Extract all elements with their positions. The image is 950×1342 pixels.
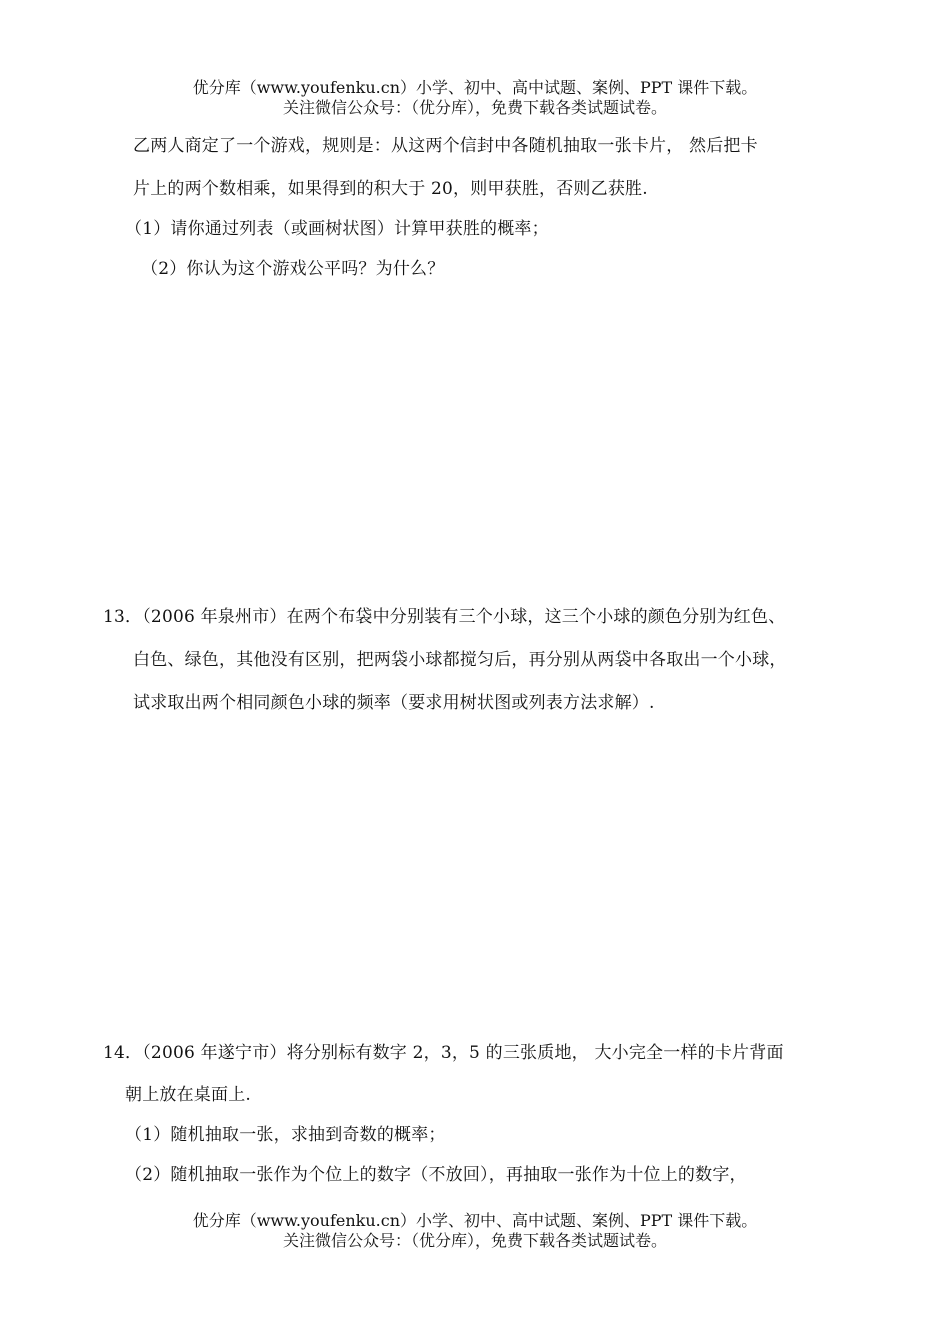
problem-14-question-1: （1）随机抽取一张，求抽到奇数的概率； xyxy=(125,1125,446,1145)
problem-12-text-line-1: 乙两人商定了一个游戏，规则是：从这两个信封中各随机抽取一张卡片， 然后把卡 xyxy=(133,136,758,156)
problem-12-text-line-2: 片上的两个数相乘，如果得到的积大于 20，则甲获胜，否则乙获胜. xyxy=(133,179,648,199)
problem-13-text-line-3: 试求取出两个相同颜色小球的频率（要求用树状图或列表方法求解）. xyxy=(133,693,655,713)
problem-14-question-2: （2）随机抽取一张作为个位上的数字（不放回），再抽取一张作为十位上的数字， xyxy=(125,1165,747,1185)
problem-12-question-1: （1）请你通过列表（或画树状图）计算甲获胜的概率； xyxy=(125,219,549,239)
footer-line-1: 优分库（www.youfenku.cn）小学、初中、高中试题、案例、PPT 课件下载。 xyxy=(192,1211,758,1230)
problem-14-text-line-1: 14．（2006 年遂宁市）将分别标有数字 2，3，5 的三张质地， 大小完全一样的卡片背面 xyxy=(103,1043,784,1063)
header-line-2: 关注微信公众号：（优分库），免费下载各类试题试卷。 xyxy=(282,98,667,117)
footer-line-2: 关注微信公众号：（优分库），免费下载各类试题试卷。 xyxy=(282,1231,667,1250)
problem-13-text-line-2: 白色、绿色，其他没有区别，把两袋小球都搅匀后，再分别从两袋中各取出一个小球， xyxy=(133,650,787,670)
problem-13-text-line-1: 13．（2006 年泉州市）在两个布袋中分别装有三个小球，这三个小球的颜色分别为红色、 xyxy=(103,607,786,627)
problem-12-question-2: （2）你认为这个游戏公平吗？为什么？ xyxy=(141,259,445,279)
problem-14-text-line-2: 朝上放在桌面上. xyxy=(125,1085,252,1105)
header-line-1: 优分库（www.youfenku.cn）小学、初中、高中试题、案例、PPT 课件下载。 xyxy=(192,78,758,97)
